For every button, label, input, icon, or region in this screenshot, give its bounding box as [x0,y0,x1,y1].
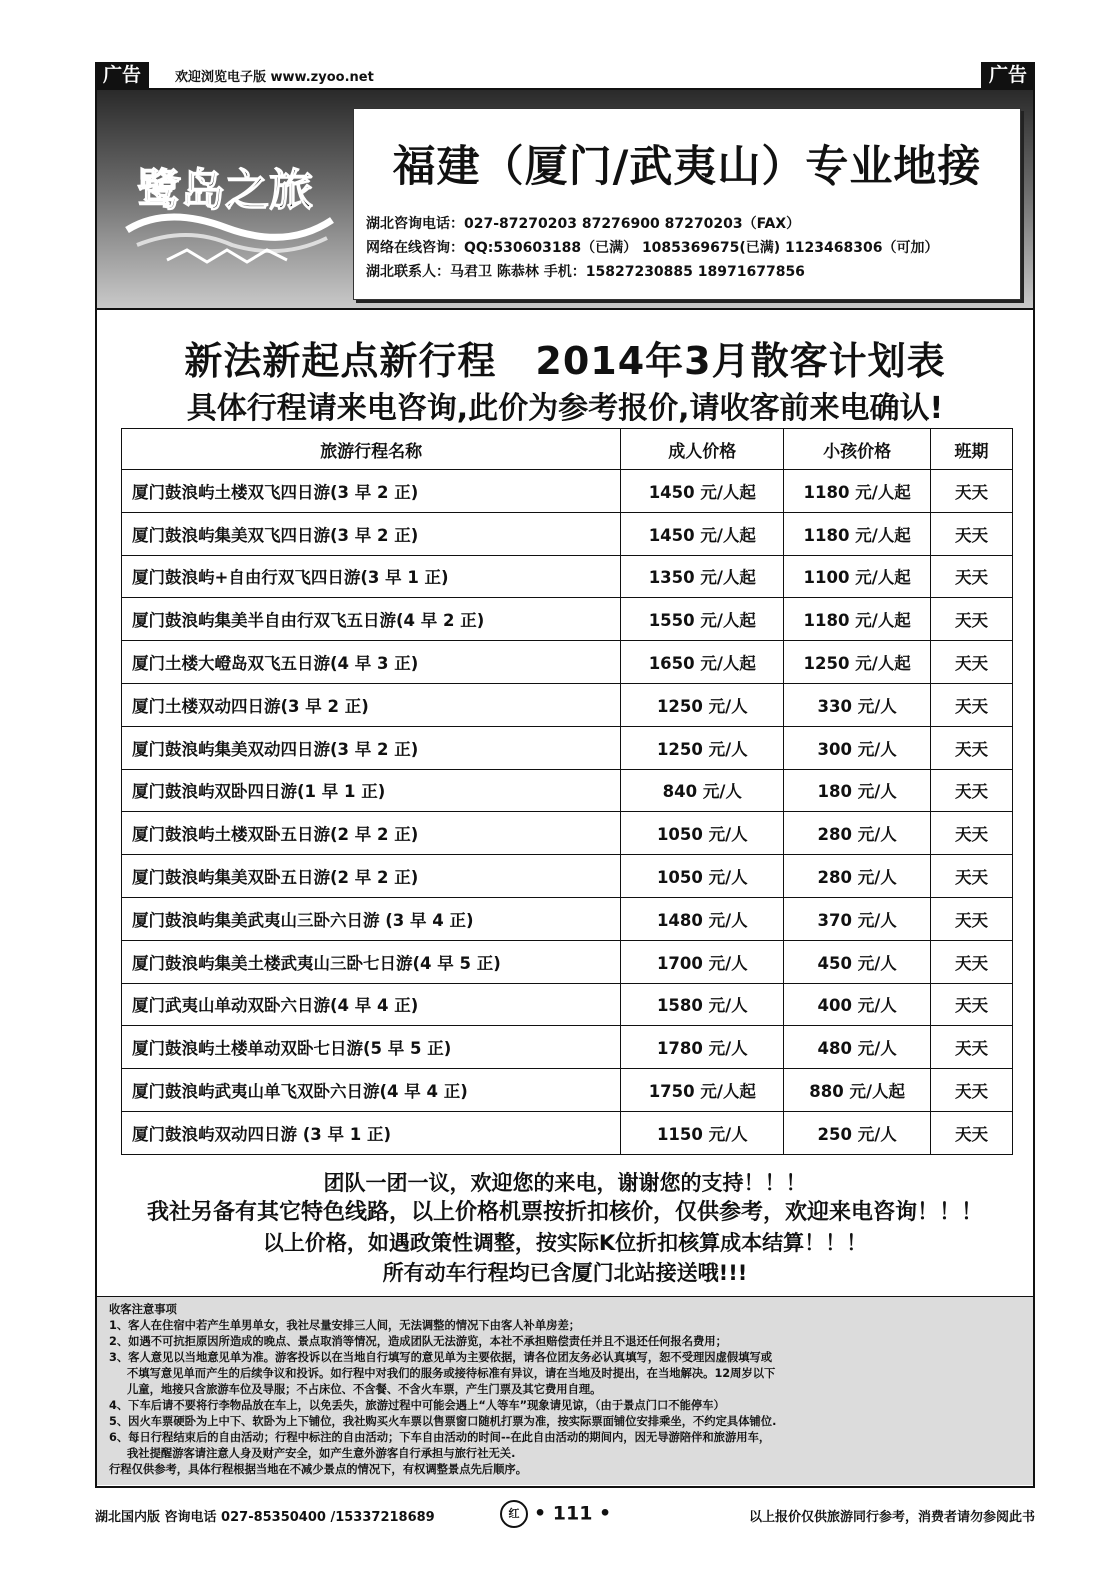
col-header-schedule: 班期 [931,429,1013,470]
child-price-cell: 1100 元/人起 [784,555,931,598]
logo-text: 鹭岛之旅 [137,165,313,216]
seal-icon: 红 [500,1500,528,1528]
note-line: 我社另备有其它特色线路，以上价格机票按折扣核价，仅供参考，欢迎来电咨询！！！ [146,1200,983,1225]
hubei-contact: 湖北联系人：马君卫 陈恭林 手机：15827230885 18971677856 [366,264,805,280]
info-box [353,108,1021,300]
route-name-cell: 厦门鼓浪屿集美武夷山三卧六日游 (3 早 4 正) [122,897,621,940]
page-footer [95,1500,1035,1530]
table-row [122,1069,1013,1112]
table-row [122,769,1013,812]
adult-price-cell: 840 元/人 [621,769,784,812]
child-price-cell: 400 元/人 [784,983,931,1026]
child-price-cell: 180 元/人 [784,769,931,812]
terms-line: 5、因火车票硬卧为上中下、软卧为上下铺位，我社购买火车票以售票窗口随机打票为准，按实际票面铺位安排乘坐，不约定具体铺位. [109,1415,777,1428]
ad-tag-right: 广告 [981,62,1035,88]
schedule-cell: 天天 [931,812,1013,855]
schedule-cell: 天天 [931,769,1013,812]
child-price-cell: 330 元/人 [784,683,931,726]
table-row [122,855,1013,898]
schedule-cell: 天天 [931,1069,1013,1112]
hubei-phone: 湖北咨询电话：027-87270203 87276900 87270203（FAX） [366,216,801,232]
schedule-cell: 天天 [931,897,1013,940]
table-row [122,812,1013,855]
schedule-cell: 天天 [931,1111,1013,1154]
terms-line: 4、下车后请不要将行李物品放在车上，以免丢失，旅游过程中可能会遇上“人等车”现象请见谅，（由于景点门口不能停车） [109,1399,725,1412]
table-row [122,683,1013,726]
child-price-cell: 1180 元/人起 [784,512,931,555]
adult-price-cell: 1450 元/人起 [621,470,784,513]
lu-dao-zhi-lv-logo [107,110,347,280]
terms-line: 我社提醒游客请注意人身及财产安全，如产生意外游客自行承担与旅行社无关. [127,1447,516,1460]
table-row [122,641,1013,684]
header-banner [97,90,1033,310]
adult-price-cell: 1250 元/人 [621,683,784,726]
child-price-cell: 250 元/人 [784,1111,931,1154]
table-row [122,555,1013,598]
adult-price-cell: 1650 元/人起 [621,641,784,684]
schedule-cell: 天天 [931,555,1013,598]
child-price-cell: 300 元/人 [784,726,931,769]
child-price-cell: 880 元/人起 [784,1069,931,1112]
adult-price-cell: 1050 元/人 [621,812,784,855]
route-name-cell: 厦门土楼双动四日游(3 早 2 正) [122,683,621,726]
terms-line: 不填写意见单而产生的后续争议和投诉。如行程中对我们的服务或接待标准有异议，请在当地及时提出，在当地解决。12周岁以下 [127,1367,776,1380]
terms-line: 行程仅供参考，具体行程根据当地在不减少景点的情况下，有权调整景点先后顺序。 [109,1463,527,1476]
table-row [122,470,1013,513]
table-row [122,983,1013,1026]
schedule-cell: 天天 [931,940,1013,983]
tour-price-table [121,428,1013,1155]
route-name-cell: 厦门鼓浪屿集美双卧五日游(2 早 2 正) [122,855,621,898]
schedule-cell: 天天 [931,983,1013,1026]
schedule-cell: 天天 [931,512,1013,555]
schedule-cell: 天天 [931,855,1013,898]
page-number: • 111 • [534,1502,612,1525]
table-row [122,1111,1013,1154]
adult-price-cell: 1580 元/人 [621,983,784,1026]
route-name-cell: 厦门鼓浪屿双动四日游 (3 早 1 正) [122,1111,621,1154]
ad-tag-left: 广告 [95,62,149,88]
table-row [122,726,1013,769]
table-row [122,897,1013,940]
route-name-cell: 厦门鼓浪屿武夷山单飞双卧六日游(4 早 4 正) [122,1069,621,1112]
schedule-cell: 天天 [931,641,1013,684]
route-name-cell: 厦门土楼大嶝岛双飞五日游(4 早 3 正) [122,641,621,684]
note-line: 所有动车行程均已含厦门北站接送哦!!! [382,1261,748,1285]
route-name-cell: 厦门鼓浪屿集美双飞四日游(3 早 2 正) [122,512,621,555]
terms-line: 2、如遇不可抗拒原因所造成的晚点、景点取消等情况，造成团队无法游览，本社不承担赔偿责任并且不退还任何报名费用； [109,1335,727,1348]
online-qq: 网络在线咨询：QQ:530603188（已满） 1085369675(已满) 1123468306（可加） [366,240,939,256]
child-price-cell: 280 元/人 [784,855,931,898]
adult-price-cell: 1050 元/人 [621,855,784,898]
terms-line: 3、客人意见以当地意见单为准。游客投诉以在当地自行填写的意见单为主要依据，请各位团友务必认真填写，恕不受理因虚假填写或 [109,1351,773,1364]
adult-price-cell: 1550 元/人起 [621,598,784,641]
route-name-cell: 厦门鼓浪屿土楼双飞四日游(3 早 2 正) [122,470,621,513]
child-price-cell: 480 元/人 [784,1026,931,1069]
col-header-adult: 成人价格 [621,429,784,470]
adult-price-cell: 1250 元/人 [621,726,784,769]
schedule-cell: 天天 [931,726,1013,769]
terms-line: 儿童，地接只含旅游车位及导服；不占床位、不含餐、不含火车票，产生门票及其它费用自理。 [127,1383,602,1396]
route-name-cell: 厦门武夷山单动双卧六日游(4 早 4 正) [122,983,621,1026]
terms-panel [97,1296,1033,1485]
col-header-child: 小孩价格 [784,429,931,470]
table-row [122,598,1013,641]
note-line: 以上价格，如遇政策性调整，按实际K位折扣核算成本结算！！！ [262,1231,868,1255]
page-headline: 新法新起点新行程 2014年3月散客计划表 [184,339,946,383]
terms-line: 6、每日行程结束后的自由活动；行程中标注的自由活动；下车自由活动的时间--在此自由活动的期间内，因无导游陪伴和旅游用车， [109,1431,771,1444]
adult-price-cell: 1750 元/人起 [621,1069,784,1112]
schedule-cell: 天天 [931,598,1013,641]
terms-title: 收客注意事项 [109,1303,177,1316]
route-name-cell: 厦门鼓浪屿土楼单动双卧七日游(5 早 5 正) [122,1026,621,1069]
adult-price-cell: 1700 元/人 [621,940,784,983]
top-bar [95,62,1035,88]
page-number-block [500,1500,611,1528]
adult-price-cell: 1450 元/人起 [621,512,784,555]
table-header-row [122,429,1013,470]
footer-edition-contact: 湖北国内版 咨询电话 027-85350400 /15337218689 [95,1510,435,1525]
adult-price-cell: 1350 元/人起 [621,555,784,598]
route-name-cell: 厦门鼓浪屿集美土楼武夷山三卧七日游(4 早 5 正) [122,940,621,983]
child-price-cell: 1250 元/人起 [784,641,931,684]
notes-block [97,1168,1033,1288]
schedule-cell: 天天 [931,470,1013,513]
footer-disclaimer: 以上报价仅供旅游同行参考，消费者请勿参阅此书 [748,1510,1035,1525]
table-row [122,940,1013,983]
col-header-route: 旅游行程名称 [122,429,621,470]
adult-price-cell: 1480 元/人 [621,897,784,940]
schedule-cell: 天天 [931,683,1013,726]
child-price-cell: 280 元/人 [784,812,931,855]
table-row [122,1026,1013,1069]
route-name-cell: 厦门鼓浪屿集美半自由行双飞五日游(4 早 2 正) [122,598,621,641]
welcome-text[interactable]: 欢迎浏览电子版 www.zyoo.net [175,70,374,85]
route-name-cell: 厦门鼓浪屿+自由行双飞四日游(3 早 1 正) [122,555,621,598]
schedule-cell: 天天 [931,1026,1013,1069]
page-subhead: 具体行程请来电咨询,此价为参考报价,请收客前来电确认! [186,391,944,426]
table-row [122,512,1013,555]
route-name-cell: 厦门鼓浪屿集美双动四日游(3 早 2 正) [122,726,621,769]
note-line: 团队一团一议，欢迎您的来电，谢谢您的支持！！！ [323,1171,807,1195]
child-price-cell: 370 元/人 [784,897,931,940]
route-name-cell: 厦门鼓浪屿双卧四日游(1 早 1 正) [122,769,621,812]
child-price-cell: 1180 元/人起 [784,598,931,641]
banner-title: 福建（厦门/武夷山）专业地接 [392,142,982,192]
adult-price-cell: 1780 元/人 [621,1026,784,1069]
child-price-cell: 1180 元/人起 [784,470,931,513]
route-name-cell: 厦门鼓浪屿土楼双卧五日游(2 早 2 正) [122,812,621,855]
adult-price-cell: 1150 元/人 [621,1111,784,1154]
terms-line: 1、客人在住宿中若产生单男单女，我社尽量安排三人间，无法调整的情况下由客人补单房差； [109,1319,581,1332]
child-price-cell: 450 元/人 [784,940,931,983]
